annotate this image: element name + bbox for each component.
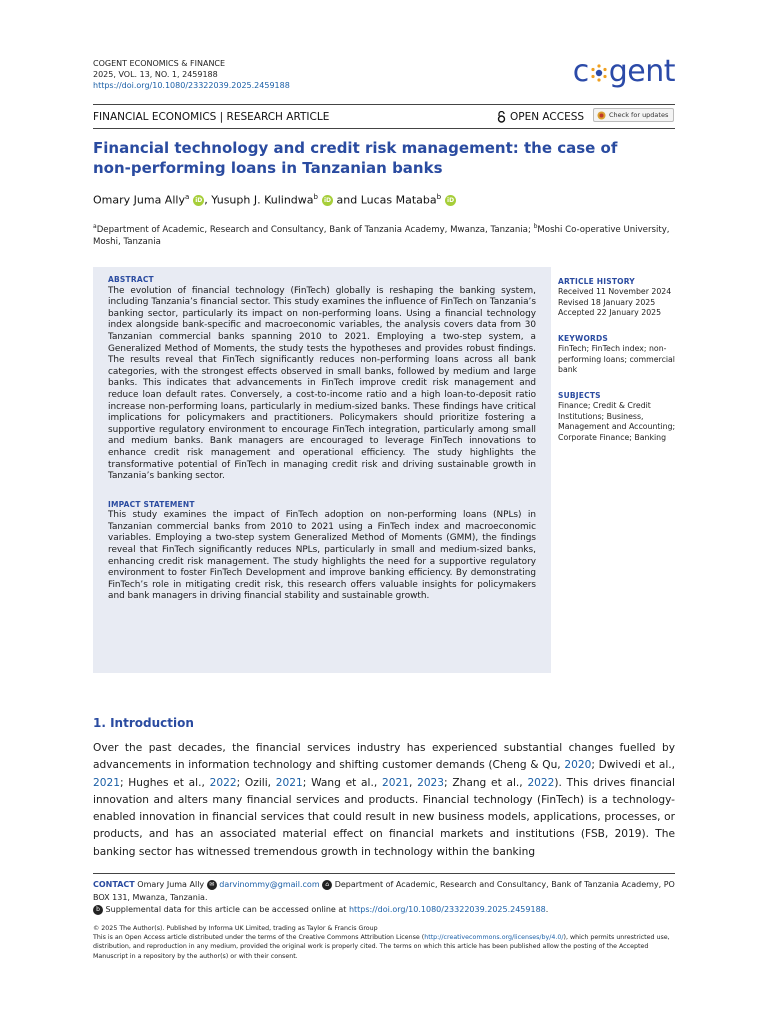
license-link[interactable]: http://creativecommons.org/licenses/by/4.0/	[424, 934, 564, 942]
article-category: FINANCIAL ECONOMICS | RESEARCH ARTICLE	[93, 111, 330, 123]
contact-info	[93, 879, 675, 917]
accepted-date: Accepted 22 January 2025	[558, 308, 662, 318]
header-rule	[93, 104, 675, 105]
journal-name: COGENT ECONOMICS & FINANCE	[93, 59, 226, 68]
subjects-section	[558, 391, 678, 443]
affiliation-b: Moshi Co-operative University, Moshi, Tanzania	[93, 224, 670, 247]
author-separator: ,	[204, 193, 212, 207]
article-history	[558, 277, 678, 319]
affiliation-a: Department of Academic, Research and Consultancy, Bank of Tanzania Academy, Mwanza, Tanzania;	[96, 224, 534, 235]
doi-link[interactable]: https://doi.org/10.1080/23322039.2025.2459188	[93, 81, 290, 90]
author-list	[93, 193, 456, 207]
author-sup: b	[436, 193, 442, 201]
text-run: Over the past decades, the financial services industry has experienced substantial changes fuelled by advancements in information technology and shifting customer demands (Cheng & Qu,	[93, 742, 675, 772]
citation-link[interactable]: 2022	[527, 776, 555, 789]
revised-date: Revised 18 January 2025	[558, 297, 656, 307]
license-text	[93, 933, 675, 961]
author-name[interactable]: Omary Juma Ally	[93, 193, 185, 207]
supplemental-text: Supplemental data for this article can be accessed online at	[103, 905, 349, 914]
abstract-text: The evolution of financial technology (FinTech) globally is reshaping the banking system, including Tanzania’s financial sector. This study examines the influence of FinTech on Tanzania’s banking sector, particularly its impact on non-performing loans. Using a financial technology index alongside bank-specific and macroeconomic variables, the analysis covers data from 30 Tanzanian commercial banks spanning 2010 to 2021. Employing a two-step system, a Generalized Method of Moments, the study tests the hypotheses and provides robust findings. The results reveal that FinTech significantly reduces non-performing loans across all bank categories, with the strongest effects observed in small banks, followed by medium and large banks. This indicates that advancements in FinTech improve credit risk management and reduce loan default rates. Conversely, a cost-to-income ratio and a high loan-to-deposit ratio increase non-performing loans, particularly in medium-sized banks. These findings have critical implications for policymakers and practitioners. Policymakers should prioritize fostering a supportive regulatory environment to encourage FinTech integration, particularly among small and medium banks. Bank managers are encouraged to leverage FinTech innovations to enhance credit risk management and operational efficiency. The study highlights the transformative potential of FinTech in managing credit risk and driving sustainable growth in Tanzania’s banking sector.	[108, 285, 536, 482]
affiliations	[93, 221, 675, 248]
open-access-badge	[497, 111, 584, 123]
affil-sup: b	[533, 223, 538, 230]
contact-email-link[interactable]: darvinommy@gmail.com	[219, 880, 320, 889]
citation-link[interactable]: 2021	[275, 776, 303, 789]
abstract-box	[93, 267, 551, 673]
author-sup: b	[313, 193, 318, 201]
text-run: ,	[408, 776, 418, 789]
author-name[interactable]: Lucas Mataba	[360, 193, 437, 207]
address-icon: ⌂	[322, 880, 332, 890]
contact-label: CONTACT	[93, 880, 135, 889]
supplemental-line	[93, 904, 675, 917]
cogent-logo	[573, 54, 675, 89]
supplemental-link[interactable]: https://doi.org/10.1080/23322039.2025.2459188	[348, 905, 546, 914]
citation-link[interactable]: 2021	[381, 776, 409, 789]
abstract-label: ABSTRACT	[108, 275, 154, 284]
section-heading: 1. Introduction	[93, 716, 194, 730]
article-title: Financial technology and credit risk management: the case of non-performing loans in Tanzanian banks	[93, 139, 618, 177]
subjects-label: SUBJECTS	[558, 391, 601, 400]
footer-rule	[93, 873, 675, 874]
contact-name: Omary Juma Ally	[134, 880, 207, 889]
contact-address: Department of Academic, Research and Consultancy, Bank of Tanzania Academy, PO BOX 131, Mwanza, Tanzania.	[93, 880, 675, 902]
text-run: ; Ozili,	[236, 776, 276, 789]
subjects-text: Finance; Credit & Credit Institutions; Business, Management and Accounting; Corporate Finance; Banking	[558, 401, 676, 442]
supplemental-end: .	[545, 905, 549, 914]
intro-paragraph	[93, 740, 675, 861]
affil-sup: a	[93, 223, 97, 230]
check-updates-button[interactable]	[593, 108, 674, 122]
citation-link[interactable]: 2021	[93, 776, 120, 789]
email-icon: ✉	[207, 880, 217, 890]
author-separator: and	[332, 193, 361, 207]
copyright-line: © 2025 The Author(s). Published by Informa UK Limited, trading as Taylor & Francis Group	[93, 925, 378, 932]
received-date: Received 11 November 2024	[558, 287, 672, 297]
citation-link[interactable]: 2023	[417, 776, 445, 789]
text-run: ). This drives financial innovation and alters many financial services and products. Financial technology (FinTech) is a technology-enabled innovation in financial services that could result in new business models, applications, processes, or products, and has an associated material effect on financial markets and institutions (FSB, 2019). The banking sector has witnessed tremendous growth in technology within the banking	[93, 776, 675, 858]
logo-text-pre: c	[572, 54, 589, 89]
citation-link[interactable]: 2020	[564, 759, 592, 772]
orcid-icon[interactable]: iD	[447, 197, 455, 205]
license-text-post: ), which permits unrestricted use, distribution, and reproduction in any medium, provided the original work is properly cited. The terms on which this article has been published allow the posting of the Accepted Manuscript in a repository by the author(s) or with their consent.	[93, 934, 670, 960]
journal-issue: 2025, VOL. 13, NO. 1, 2459188	[93, 70, 218, 79]
check-updates-icon	[597, 111, 606, 120]
text-run: ; Wang et al.,	[302, 776, 382, 789]
category-rule	[93, 128, 675, 129]
text-run: ; Zhang et al.,	[444, 776, 528, 789]
author-name[interactable]: Yusuph J. Kulindwa	[211, 193, 314, 207]
orcid-icon[interactable]: iD	[195, 197, 203, 205]
check-updates-label: Check for updates	[609, 111, 669, 119]
contact-line	[93, 879, 675, 904]
open-access-label: OPEN ACCESS	[510, 111, 585, 123]
open-lock-icon	[497, 111, 506, 123]
logo-text-post: gent	[608, 54, 675, 89]
license-text-pre: This is an Open Access article distributed under the terms of the Creative Commons Attribution License (	[93, 934, 425, 942]
orcid-icon[interactable]: iD	[323, 197, 331, 205]
impact-text: This study examines the impact of FinTech adoption on non-performing loans (NPLs) in Tanzanian commercial banks from 2010 to 2021 using a FinTech index and macroeconomic variables. Employing a two-step system Generalized Method of Moments (GMM), the findings reveal that FinTech significantly reduces NPLs, particularly in small and medium-sized banks, enhancing credit risk management. The study highlights the need for a supportive regulatory environment to foster FinTech Development and improve banking efficiency. By demonstrating FinTech’s role in mitigating credit risk, this research offers valuable insights for policymakers and bank managers in driving financial stability and sustainable growth.	[108, 510, 536, 602]
history-label: ARTICLE HISTORY	[558, 277, 635, 286]
impact-label: IMPACT STATEMENT	[108, 499, 195, 509]
journal-info	[93, 58, 290, 91]
keywords-text: FinTech; FinTech index; non-performing loans; commercial bank	[558, 344, 675, 375]
keywords-section	[558, 334, 678, 376]
text-run: ; Dwivedi et al.,	[591, 759, 676, 772]
author-sup: a	[184, 193, 190, 201]
supplemental-icon: b	[93, 905, 103, 915]
copyright-block	[93, 924, 675, 961]
logo-star-icon	[589, 63, 609, 83]
keywords-label: KEYWORDS	[558, 334, 609, 343]
text-run: ; Hughes et al.,	[119, 776, 210, 789]
citation-link[interactable]: 2022	[209, 776, 237, 789]
